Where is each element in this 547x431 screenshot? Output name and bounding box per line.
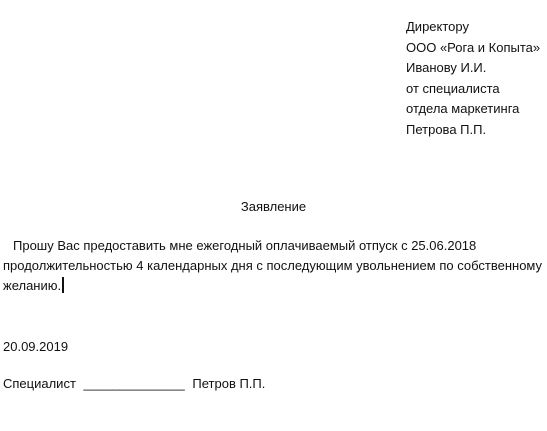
addressee-line-sender-name: Петрова П.П. <box>406 121 487 137</box>
signature-name: Петров П.П. <box>192 376 266 391</box>
document-title: Заявление <box>240 199 307 214</box>
application-body[interactable] <box>3 236 547 296</box>
body-line-3: желанию. <box>3 278 62 293</box>
signature-row <box>3 375 265 393</box>
signature-line: ______________ <box>83 376 185 391</box>
body-line-2: продолжительностью 4 календарных дня с последующим увольнением по собственному <box>3 258 543 273</box>
document-date: 20.09.2019 <box>3 339 69 354</box>
addressee-line-director: Директору <box>406 19 469 34</box>
body-line-3-wrap <box>3 276 547 296</box>
addressee-line-director-name: Иванову И.И. <box>406 60 487 75</box>
addressee-line-from: от специалиста <box>406 80 500 96</box>
text-cursor <box>62 277 64 293</box>
signature-position: Специалист <box>3 376 76 391</box>
addressee-line-department: отдела маркетинга <box>406 101 520 116</box>
addressee-line-company: ООО «Рога и Копыта» <box>406 39 541 55</box>
body-line-1: Прошу Вас предоставить мне ежегодный оплачиваемый отпуск с 25.06.2018 <box>13 238 477 253</box>
addressee-block <box>406 17 547 140</box>
